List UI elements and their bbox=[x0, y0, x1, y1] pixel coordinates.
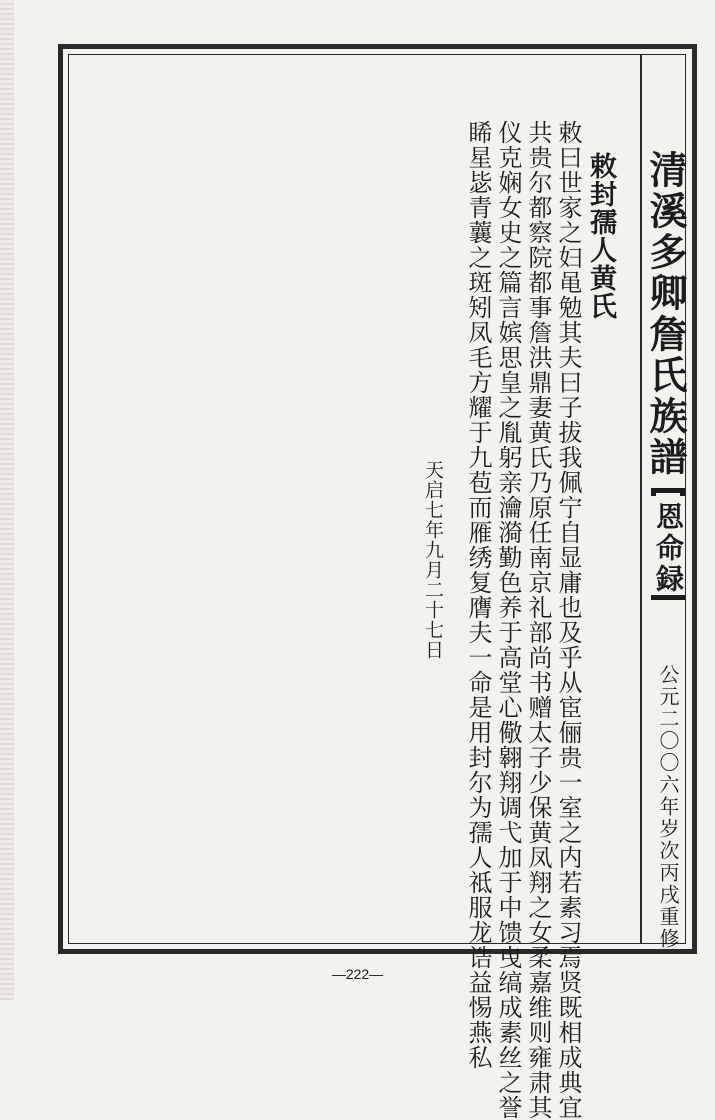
section-label: 恩命録 bbox=[652, 502, 685, 595]
text-column-3: 仪克娴女史之篇言嫔思皇之胤躬亲瀹漪勤色养于高堂心儆翱翔调弋加于中馈曳缟成素丝之誉 bbox=[494, 120, 522, 1120]
text-column-2: 共贵尔都察院都事詹洪鼎妻黄氏乃原任南京礼部尚书赠太子少保黄凤翔之女柔嘉维则雍肃其 bbox=[524, 120, 552, 1120]
text-column-1: 敕曰世家之妇黾勉其夫曰子拔我佩宁自显庸也及乎从宦俪贵一室之内若素习焉贤既相成典宜 bbox=[554, 120, 582, 1120]
margin-divider bbox=[640, 55, 642, 943]
scan-edge bbox=[0, 0, 14, 1000]
decree-date: 天启七年九月二十七日 bbox=[422, 460, 444, 660]
text-column-4: 睎星毖青蘘之斑矧凤毛方耀于九苞而雁绣复膺夫一命是用封尔为孺人祗服龙诰益惕燕私 bbox=[464, 120, 492, 1070]
edition-note: 公元二〇〇六年岁次丙戌重修 bbox=[656, 664, 680, 950]
book-title: 清溪多卿詹氏族譜 bbox=[643, 150, 688, 478]
document-title: 敕封孺人黄氏 bbox=[585, 152, 616, 320]
page-number: —222— bbox=[331, 966, 384, 982]
